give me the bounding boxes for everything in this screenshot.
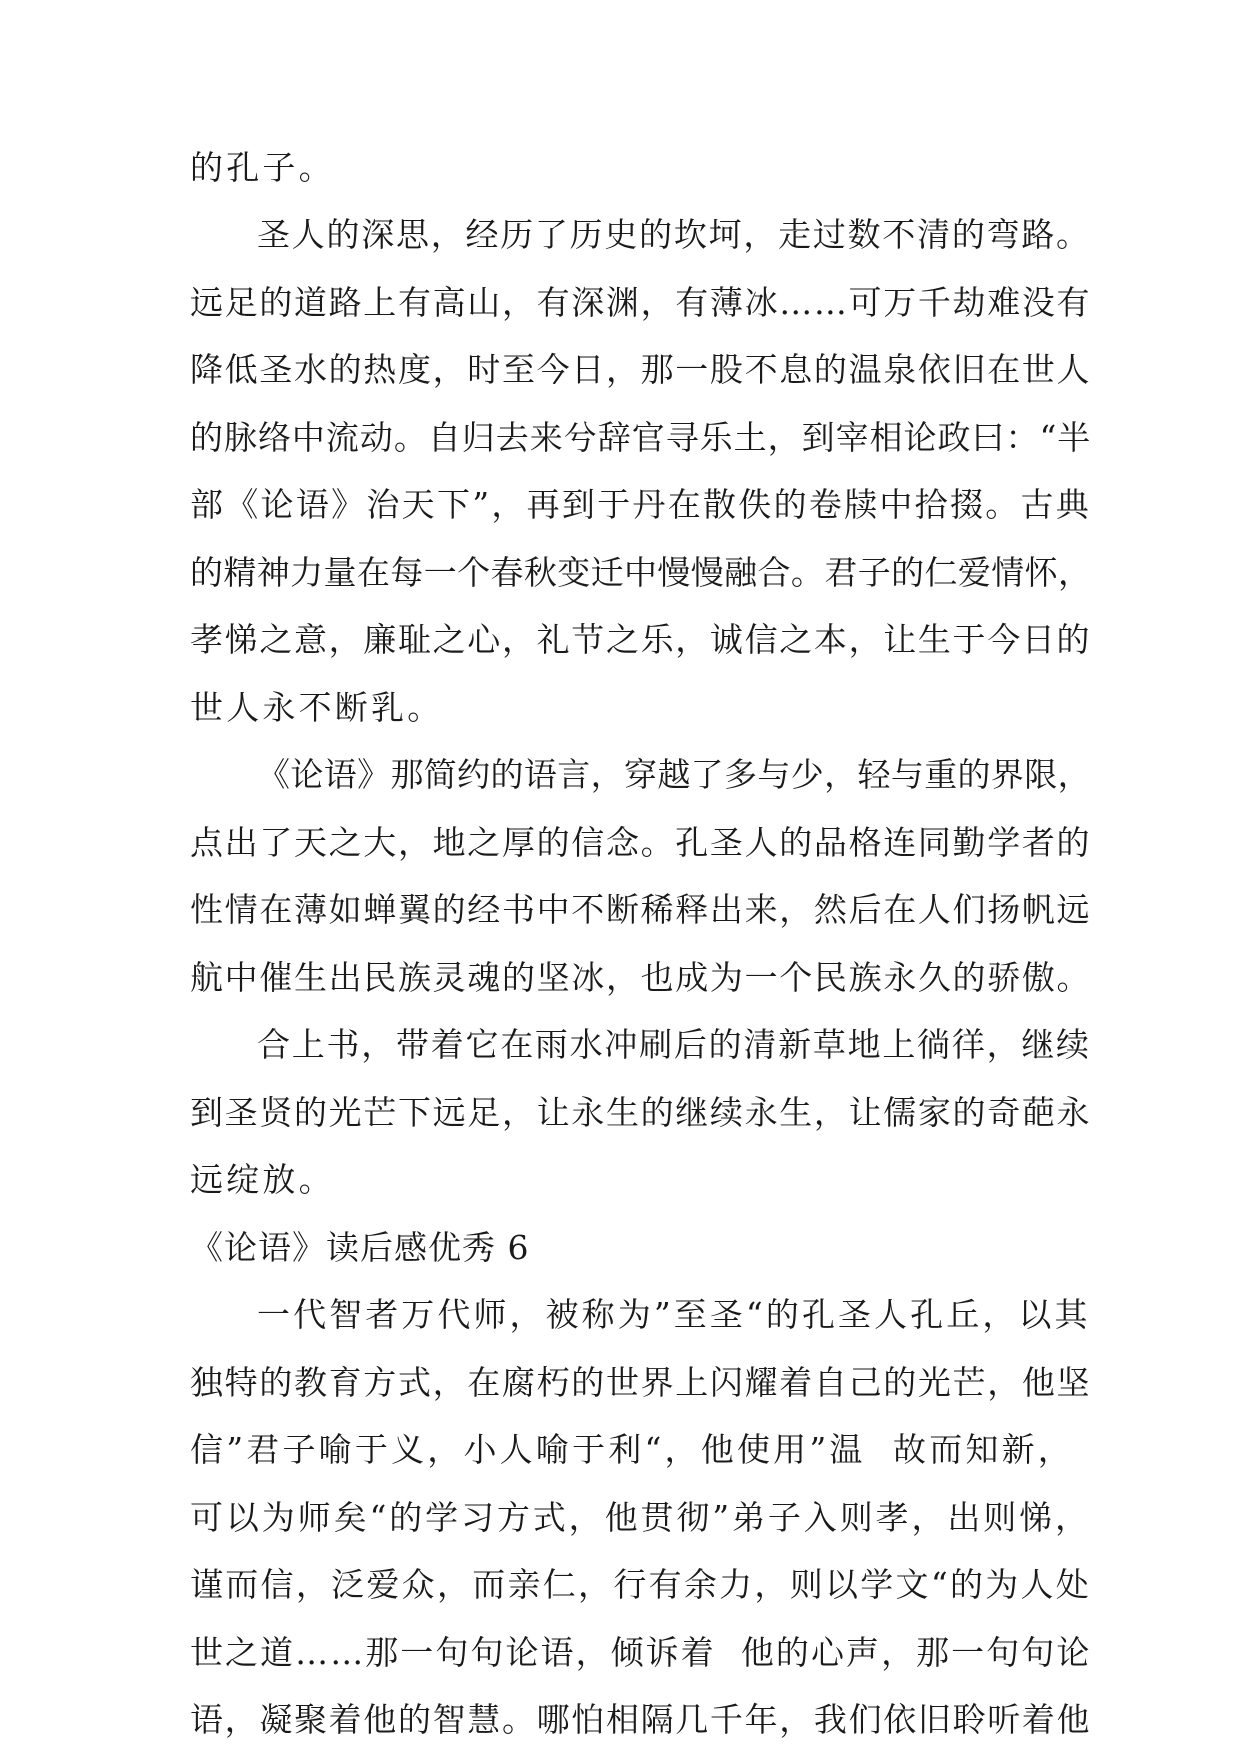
text-line: 谨而信，泛爱众，而亲仁，行有余力，则以学文“的为人处 [190, 1565, 1092, 1604]
text-line: 到圣贤的光芒下远足，让永生的继续永生，让儒家的奇葩永 [190, 1093, 1092, 1132]
text-line: 的脉络中流动。自归去来兮辞官寻乐土，到宰相论政曰：“半 [190, 418, 1092, 457]
text-line: 独特的教育方式，在腐朽的世界上闪耀着自己的光芒，他坚 [190, 1363, 1092, 1402]
text-line: 性情在薄如蝉翼的经书中不断稀释出来，然后在人们扬帆远 [190, 890, 1092, 929]
text-line: 孝悌之意，廉耻之心，礼节之乐，诚信之本，让生于今日的 [190, 620, 1092, 659]
text-line: 世之道……那一句句论语，倾诉着 他的心声，那一句句论 [190, 1633, 1092, 1672]
text-line: 航中催生出民族灵魂的坚冰，也成为一个民族永久的骄傲。 [190, 958, 1092, 997]
text-line: 的孔子。 [190, 148, 335, 187]
text-line: 部《论语》治天下”，再到于丹在散佚的卷牍中拾掇。古典 [190, 485, 1092, 524]
text-line: 可以为师矣“的学习方式，他贯彻”弟子入则孝，出则悌， [190, 1498, 1091, 1537]
text-line: 点出了天之大，地之厚的信念。孔圣人的品格连同勤学者的 [190, 823, 1092, 862]
text-line: 降低圣水的热度，时至今日，那一股不息的温泉依旧在世人 [190, 350, 1092, 389]
text-line: 远足的道路上有高山，有深渊，有薄冰……可万千劫难没有 [190, 283, 1092, 322]
paragraph-first-line: 一代智者万代师，被称为”至圣“的孔圣人孔丘，以其 [257, 1295, 1091, 1334]
section-heading: 《论语》读后感优秀 6 [190, 1228, 530, 1267]
paragraph-first-line: 合上书，带着它在雨水冲刷后的清新草地上徜徉，继续 [257, 1025, 1091, 1064]
text-line: 远绽放。 [190, 1160, 335, 1199]
text-line: 信”君子喻于义，小人喻于利“，他使用”温 故而知新， [190, 1430, 1074, 1469]
paragraph-first-line: 《论语》那简约的语言，穿越了多与少，轻与重的界限， [257, 755, 1091, 794]
text-line: 语，凝聚着他的智慧。哪怕相隔几千年，我们依旧聆听着他 [190, 1700, 1092, 1739]
text-line: 世人永不断乳。 [190, 688, 444, 727]
text-line: 的精神力量在每一个春秋变迁中慢慢融合。君子的仁爱情怀， [190, 553, 1092, 592]
paragraph-first-line: 圣人的深思，经历了历史的坎坷，走过数不清的弯路。 [257, 215, 1091, 254]
